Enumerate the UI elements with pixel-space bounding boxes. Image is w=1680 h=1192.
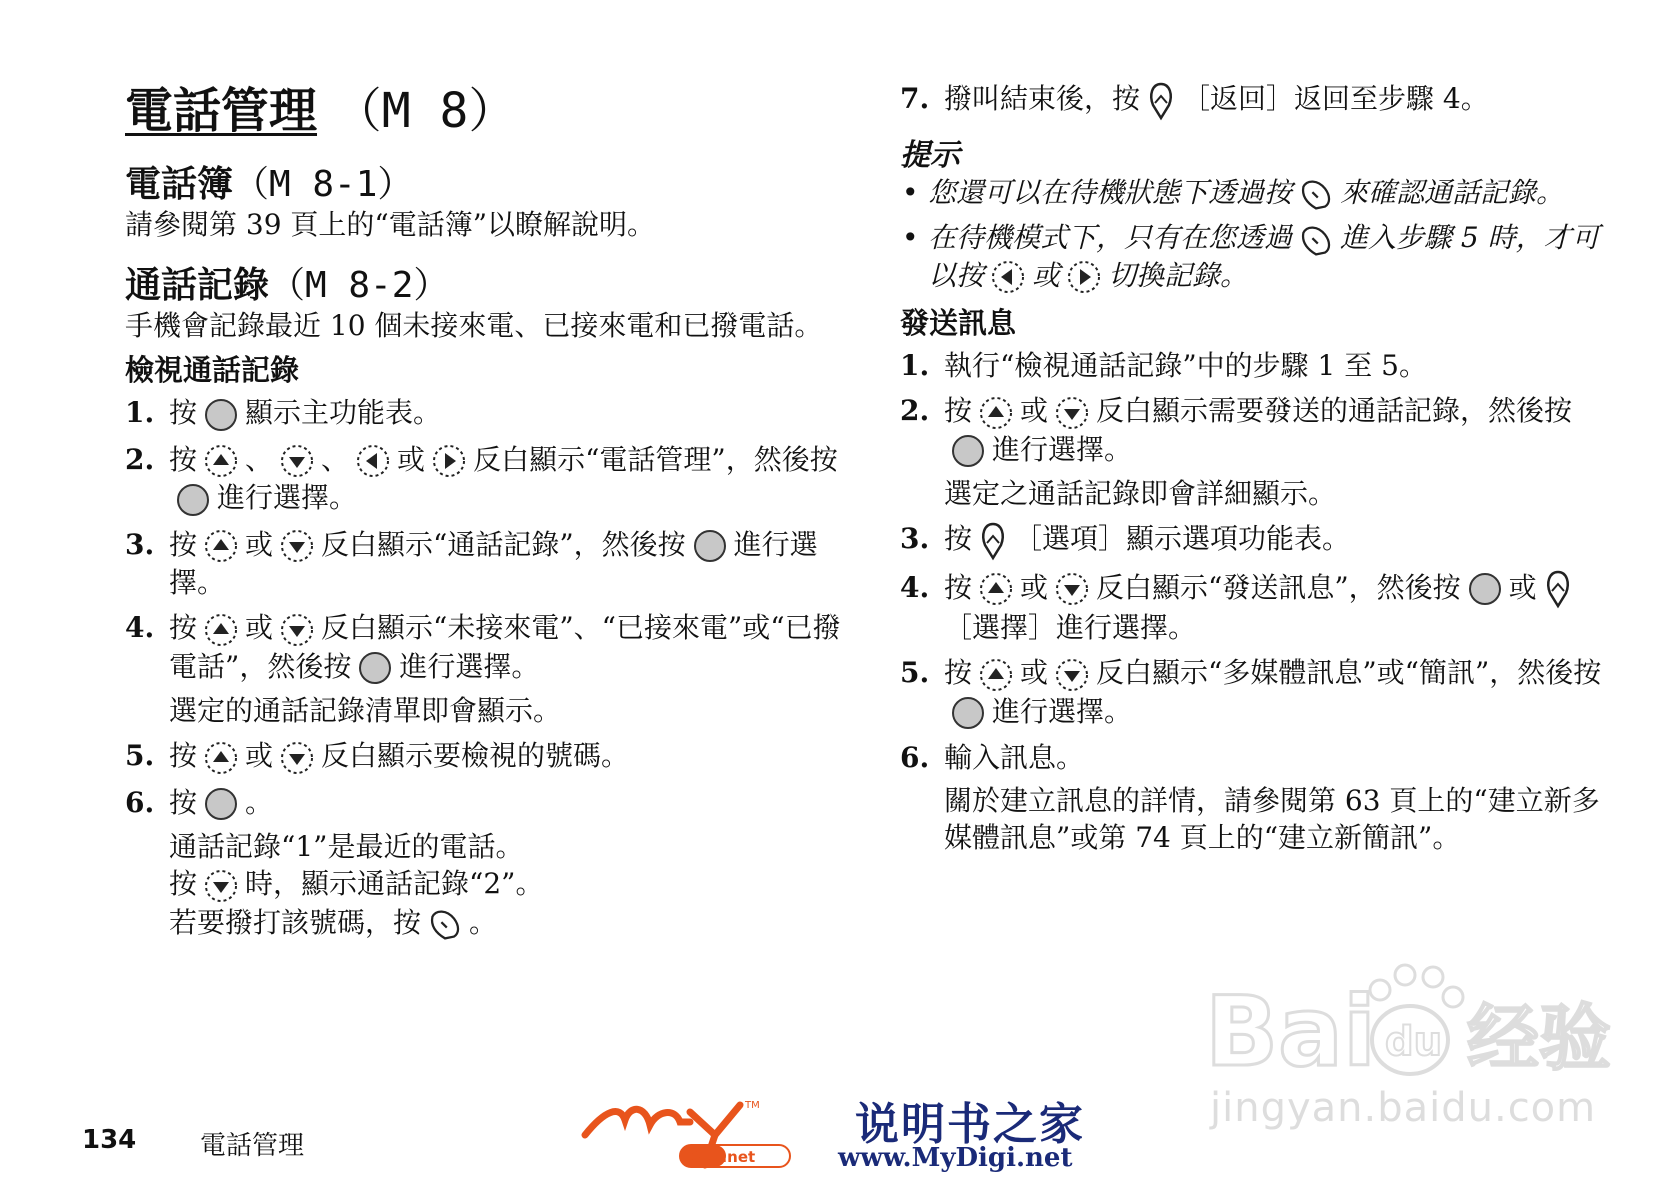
select-key-icon — [692, 528, 728, 564]
site-name: 说明书之家 — [855, 1099, 1085, 1150]
step-text: 按 — [169, 442, 198, 476]
step-text: 撥叫結束後，按 — [944, 82, 1141, 115]
step-text: 反白顯示需要發送的通話記錄，然後按 — [1096, 394, 1573, 427]
tip-text: 進入步驟 5 時，才可以按 — [928, 221, 1600, 292]
svg-text:Bai: Bai — [1205, 976, 1376, 1088]
step-text: 進行選擇。 — [169, 527, 818, 599]
left-soft-key-icon — [978, 521, 1008, 561]
step-text: 反白顯示“多媒體訊息”或“簡訊”，然後按 — [1096, 656, 1602, 689]
footer-section-title: 電話管理 — [200, 1131, 305, 1161]
view-step-2 — [125, 441, 845, 518]
nav-up-key-icon — [978, 571, 1014, 607]
tip-item — [900, 220, 1620, 295]
step-number: 4. — [900, 570, 930, 604]
step-text: 按 — [169, 527, 198, 561]
phonebook-text: 請參閱第 39 頁上的“電話簿”以瞭解說明。 — [125, 208, 656, 241]
page-title — [125, 80, 845, 142]
step-text: 進行選擇。 — [217, 481, 358, 514]
nav-down-key-icon — [1054, 395, 1090, 431]
view-step-1 — [125, 394, 845, 433]
nav-down-key-icon — [1054, 657, 1090, 693]
nav-down-key-icon — [279, 528, 315, 564]
step-text: 或 — [1508, 570, 1537, 604]
step-number: 5. — [125, 739, 155, 772]
step-text: 反白顯示“電話管理”，然後按 — [473, 442, 838, 476]
step-text: 按 — [944, 522, 973, 555]
step-note: 按 — [169, 867, 198, 900]
bullet-dot: • — [902, 221, 919, 254]
nav-up-key-icon — [978, 395, 1014, 431]
logo-badge-text: Digi.net — [688, 1148, 756, 1166]
bullet-dot: • — [902, 175, 919, 209]
step-number: 3. — [125, 527, 155, 561]
step-text: 執行“檢視通話記錄”中的步驟 1 至 5。 — [944, 349, 1427, 382]
step-number: 1. — [125, 396, 155, 429]
step-number: 6. — [900, 741, 930, 774]
nav-up-key-icon — [203, 528, 239, 564]
step-text: 反白顯示“發送訊息”，然後按 — [1096, 570, 1461, 604]
step-text: 或 — [397, 442, 426, 476]
nav-right-key-icon — [431, 443, 467, 479]
call-log-text: 手機會記錄最近 10 個未接來電、已接來電和已撥電話。 — [125, 309, 823, 342]
section-phonebook-code: （M 8-1） — [233, 164, 414, 205]
step-number: 6. — [125, 785, 155, 819]
view-step-6 — [125, 784, 845, 943]
section-call-log-title — [125, 265, 845, 307]
call-key-icon — [1298, 176, 1334, 212]
page-number: 134 — [82, 1125, 137, 1155]
send-message-title: 發送訊息 — [900, 306, 1017, 340]
nav-down-key-icon — [203, 868, 239, 904]
send-step-4 — [900, 569, 1620, 647]
step-number: 2. — [125, 442, 155, 476]
step-text: 反白顯示“未接來電”、“已接來電”或“已撥電話”，然後按 — [169, 611, 841, 683]
step-number: 7. — [900, 82, 930, 115]
step-text: 或 — [1020, 656, 1049, 689]
step-number: 4. — [125, 611, 155, 644]
step-note: 選定的通話記錄清單即會顯示。 — [169, 694, 562, 727]
step-number: 5. — [900, 656, 930, 689]
nav-down-key-icon — [279, 443, 315, 479]
select-key-icon — [203, 397, 239, 433]
step-text: 或 — [245, 739, 274, 772]
nav-up-key-icon — [203, 740, 239, 776]
step-text: 按 — [169, 785, 198, 819]
separator: 、 — [321, 442, 350, 476]
tip-text: 您還可以在待機狀態下透過按 — [928, 175, 1293, 209]
select-key-icon — [203, 786, 239, 822]
section-call-log-title-text: 通話記錄 — [125, 265, 270, 306]
select-key-icon — [950, 695, 986, 731]
page-title-code: （M 8） — [333, 83, 517, 139]
section-phonebook-title — [125, 164, 845, 206]
step-text: 進行選擇。 — [399, 649, 540, 683]
nav-up-key-icon — [203, 443, 239, 479]
step-text: ［返回］返回至步驟 4。 — [1182, 82, 1489, 115]
step-number: 3. — [900, 522, 930, 555]
nav-up-key-icon — [978, 657, 1014, 693]
tip-text: 或 — [1032, 258, 1061, 292]
step-number: 2. — [900, 394, 930, 427]
step-note: 。 — [469, 905, 498, 939]
step-text: 按 — [169, 739, 198, 772]
step-text: 按 — [944, 656, 973, 689]
step-text: ［選擇］進行選擇。 — [944, 611, 1197, 644]
site-url: www.MyDigi.net — [838, 1143, 1073, 1173]
left-column — [125, 80, 845, 950]
step-text: 按 — [944, 570, 973, 604]
tip-text: 在待機模式下，只有在您透過 — [928, 221, 1293, 254]
select-key-icon — [175, 482, 211, 518]
step-text: ［選項］顯示選項功能表。 — [1014, 522, 1351, 555]
select-key-icon — [1467, 571, 1503, 607]
step-note: 時，顯示通話記錄“2”。 — [245, 867, 544, 900]
send-step-5 — [900, 654, 1620, 731]
separator: 、 — [245, 442, 274, 476]
step-text: 顯示主功能表。 — [245, 396, 442, 429]
call-key-icon — [1298, 222, 1334, 258]
step-text: 或 — [245, 527, 274, 561]
step-text: 。 — [245, 785, 274, 819]
step-text: 進行選擇。 — [992, 432, 1133, 466]
send-step-2 — [900, 392, 1620, 512]
watermark-url: jingyan.baidu.com — [1210, 1085, 1597, 1131]
nav-down-key-icon — [1054, 571, 1090, 607]
left-soft-key-icon — [1543, 569, 1573, 609]
view-step-7 — [900, 80, 1620, 121]
step-text: 或 — [1020, 394, 1049, 427]
nav-right-key-icon — [1066, 259, 1102, 295]
step-note: 若要撥打該號碼，按 — [169, 905, 422, 939]
nav-down-key-icon — [279, 612, 315, 648]
section-phonebook-title-text: 電話簿 — [125, 164, 234, 205]
logo-tm: TM — [745, 1100, 760, 1111]
step-text: 按 — [169, 611, 198, 644]
nav-down-key-icon — [279, 740, 315, 776]
step-text: 按 — [169, 396, 198, 429]
tip-item — [900, 175, 1620, 213]
nav-left-key-icon — [990, 259, 1026, 295]
nav-up-key-icon — [203, 612, 239, 648]
left-soft-key-icon — [1146, 81, 1176, 121]
right-column — [900, 80, 1620, 864]
step-number: 1. — [900, 349, 930, 382]
tip-title: 提示 — [900, 137, 960, 173]
tip-text: 切換記錄。 — [1108, 258, 1249, 292]
tip-text: 來確認通話記錄。 — [1340, 175, 1565, 209]
send-step-3 — [900, 520, 1620, 561]
step-text: 或 — [1020, 570, 1049, 604]
step-text: 反白顯示要檢視的號碼。 — [321, 739, 630, 772]
send-step-6 — [900, 739, 1620, 856]
nav-left-key-icon — [355, 443, 391, 479]
view-step-3 — [125, 526, 845, 602]
step-text: 按 — [944, 394, 973, 427]
page-title-text: 電話管理 — [125, 83, 318, 139]
select-key-icon — [950, 433, 986, 469]
step-note: 通話記錄“1”是最近的電話。 — [169, 830, 524, 863]
call-key-icon — [427, 906, 463, 942]
svg-text:经验: 经验 — [1467, 996, 1612, 1080]
svg-text:du: du — [1385, 1019, 1443, 1065]
step-text: 反白顯示“通話記錄”，然後按 — [321, 527, 686, 561]
view-step-5 — [125, 737, 845, 776]
view-call-log-title: 檢視通話記錄 — [125, 353, 300, 387]
mydigi-logo — [580, 1090, 810, 1170]
view-step-4 — [125, 609, 845, 729]
step-text: 或 — [245, 611, 274, 644]
select-key-icon — [357, 650, 393, 686]
section-call-log-code: （M 8-2） — [269, 265, 450, 306]
step-text: 進行選擇。 — [992, 694, 1133, 728]
step-note: 關於建立訊息的詳情，請參閱第 63 頁上的“建立新多媒體訊息”或第 74 頁上的“建立新簡訊”。 — [944, 784, 1600, 854]
send-step-1 — [900, 347, 1620, 384]
step-text: 輸入訊息。 — [944, 741, 1085, 774]
step-note: 選定之通話記錄即會詳細顯示。 — [944, 477, 1337, 510]
